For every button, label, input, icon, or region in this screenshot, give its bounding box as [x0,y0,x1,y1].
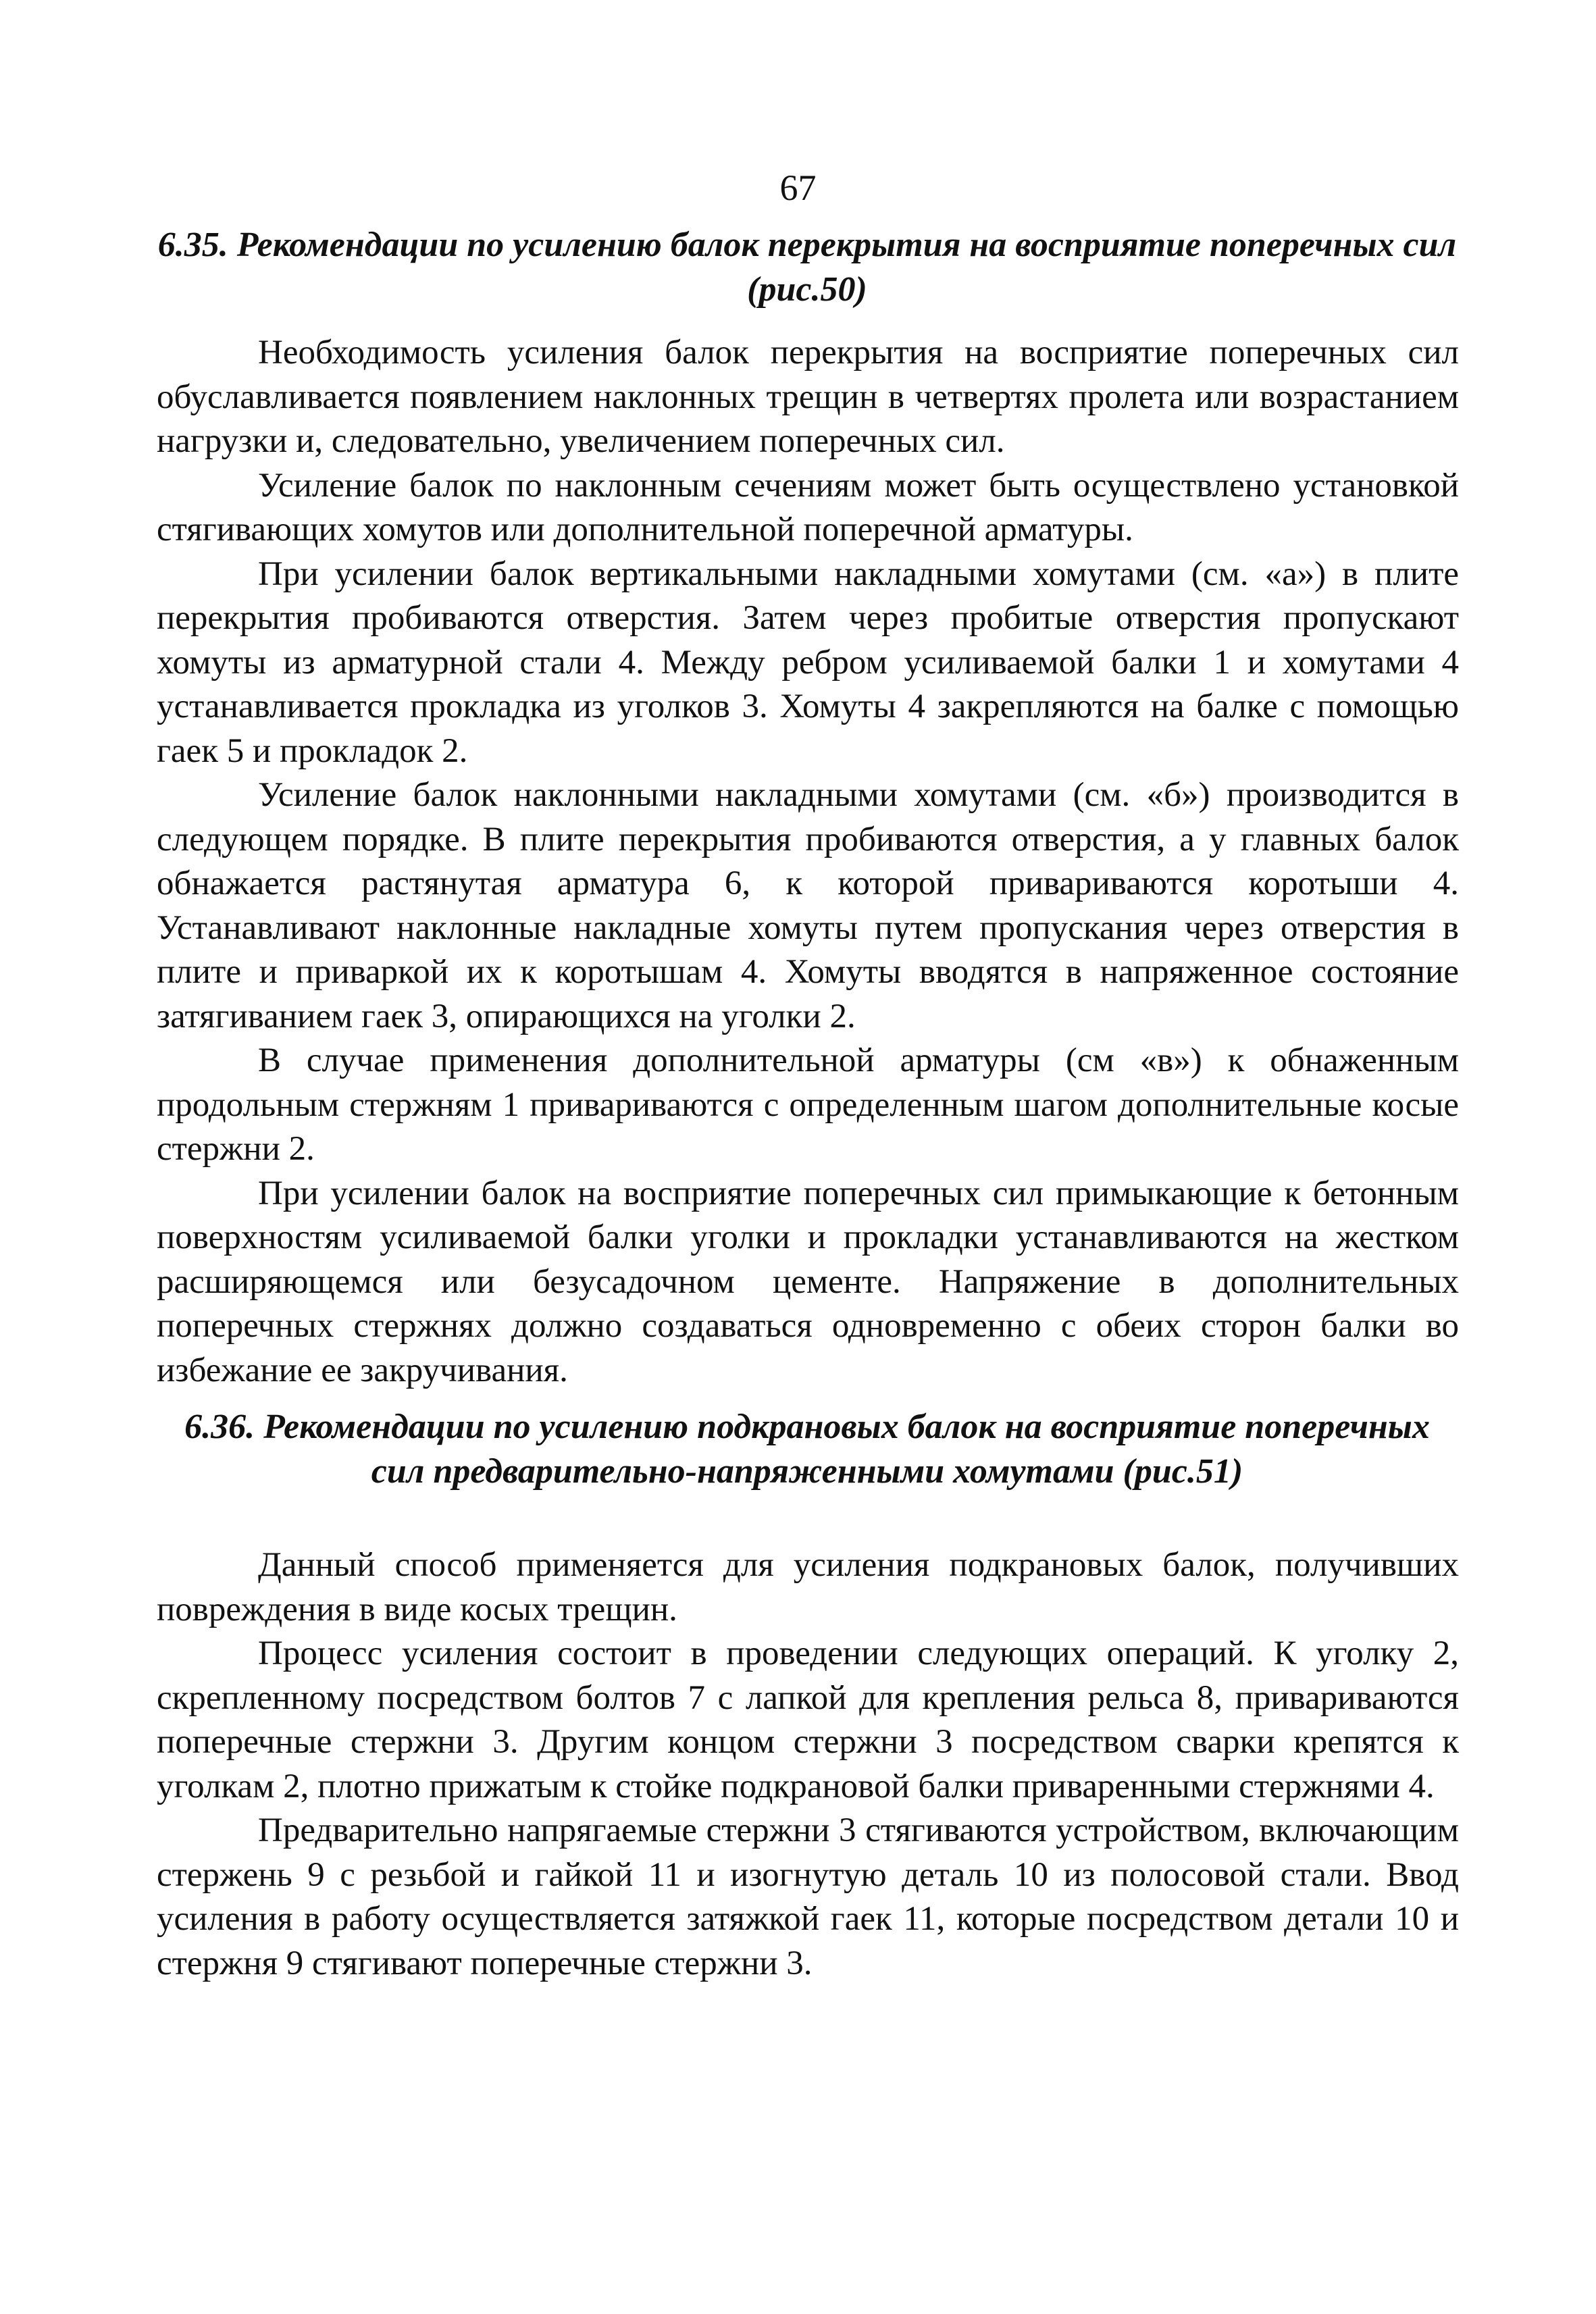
paragraph: Процесс усиления состоит в проведении следующих операций. К уголку 2, скрепленному посредством болтов 7 с лапкой для крепления рельса 8, привариваются поперечные стержни 3. Другим концом стержни 3 посредством сварки крепятся к уголкам 2, плотно прижатым к стойке подкрановой балки приваренными стержнями 4. [157,1635,1459,1805]
paragraph: Предварительно напрягаемые стержни 3 стягиваются устройством, включающим стержень 9 с резьбой и гайкой 11 и изогнутую деталь 10 из полосовой стали. Ввод усиления в работу осуществляется затяжкой гаек 11, которые посредством детали 10 и стержня 9 стягивают поперечные стержни 3. [157,1811,1459,1982]
paragraph: Усиление балок наклонными накладными хомутами (см. «б») производится в следующем порядке. В плите перекрытия пробиваются отверстия, а у главных балок обнажается растянутая арматура 6, к которой привариваются коротыши 4. Устанавливают наклонные накладные хомуты путем пропускания через отверстия в плите и приваркой их к коротышам 4. Хомуты вводятся в напряженное состояние затягиванием гаек 3, опирающихся на уголки 2. [157,776,1459,1035]
page-number: 67 [779,168,817,208]
paragraph: Необходимость усиления балок перекрытия на восприятие поперечных сил обуславливается появлением наклонных трещин в четвертях пролета или возрастанием нагрузки и, следовательно, увеличением поперечных сил. [157,334,1459,460]
section-6-35-title: 6.35. Рекомендации по усилению балок перекрытия на восприятие поперечных сил (рис.50) [157,226,1457,309]
paragraph: При усилении балок вертикальными накладными хомутами (см. «а») в плите перекрытия пробиваются отверстия. Затем через пробитые отверстия пропускают хомуты из арматурной стали 4. Между ребром усиливаемой балки 1 и хомутами 4 устанавливается прокладка из уголков 3. Хомуты 4 закрепляются на балке с помощью гаек 5 и прокладок 2. [157,555,1459,770]
paragraph: В случае применения дополнительной арматуры (см «в») к обнаженным продольным стержням 1 привариваются с определенным шагом дополнительные косые стержни 2. [157,1042,1459,1168]
section-6-36-title: 6.36. Рекомендации по усилению подкрановых балок на восприятие поперечных сил предварительно-напряженными хомутами (рис.51) [184,1408,1430,1491]
paragraph: Усиление балок по наклонным сечениям может быть осуществлено установкой стягивающих хомутов или дополнительной поперечной арматуры. [157,466,1459,548]
section-6-35-body [157,331,1459,1393]
paragraph: Данный способ применяется для усиления подкрановых балок, получивших повреждения в виде косых трещин. [157,1546,1459,1628]
paragraph: При усилении балок на восприятие поперечных сил примыкающие к бетонным поверхностям усиливаемой балки уголки и прокладки устанавливаются на жестком расширяющемся или безусадочном цементе. Напряжение в дополнительных поперечных стержнях должно создаваться одновременно с обеих сторон балки во избежание ее закручивания. [157,1174,1459,1389]
section-6-36-body [157,1543,1459,1986]
